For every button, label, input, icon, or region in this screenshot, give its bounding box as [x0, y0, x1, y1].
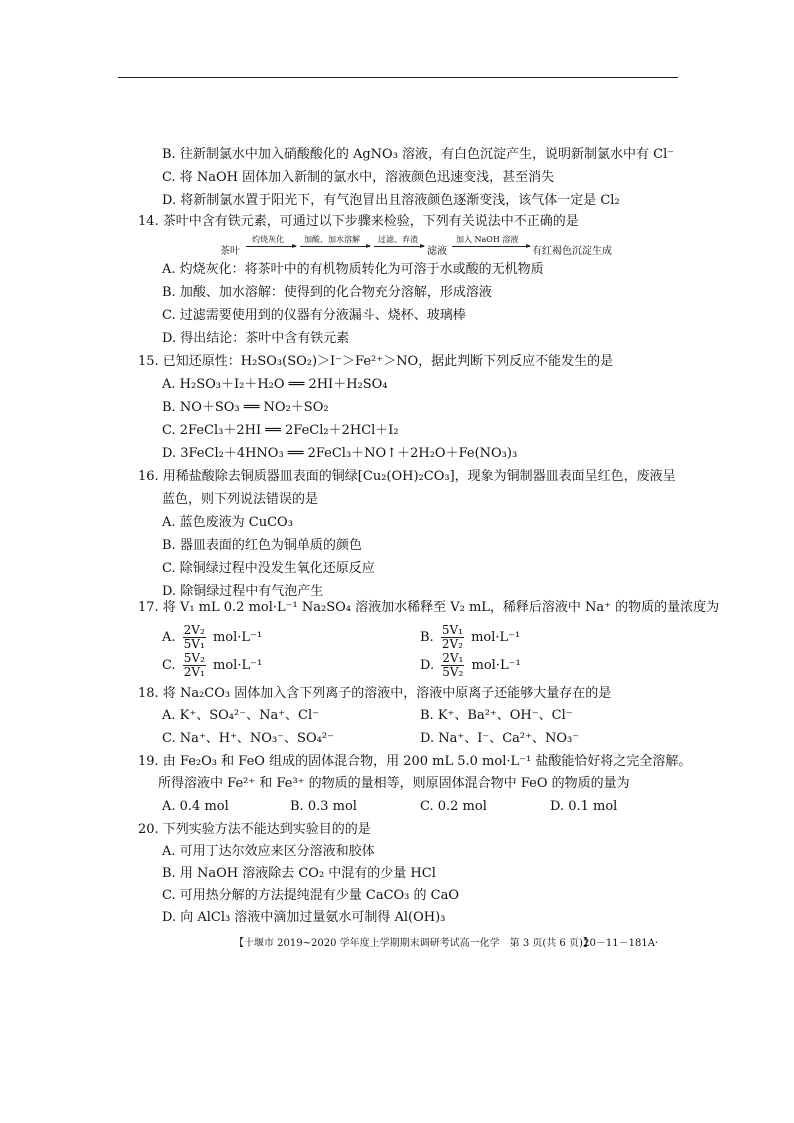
- flow-step-tea: 茶叶: [220, 246, 240, 257]
- q16-option-b: B. 器皿表面的红色为铜单质的颜色: [162, 538, 362, 553]
- q18-option-a: A. K⁺、SO₄²⁻、Na⁺、Cl⁻: [162, 708, 320, 723]
- flow-arrow: [300, 246, 370, 247]
- q18-option-c: C. Na⁺、H⁺、NO₃⁻、SO₄²⁻: [162, 731, 334, 746]
- option-label: A.: [162, 630, 176, 645]
- fraction: [441, 652, 464, 679]
- q20-option-b: B. 用 NaOH 溶液除去 CO₂ 中混有的少量 HCl: [162, 866, 436, 881]
- q16-stem: 16. 用稀盐酸除去铜质器皿表面的铜绿[Cu₂(OH)₂CO₃]，现象为铜制器皿表面呈红色，废液呈: [138, 469, 676, 484]
- q18-option-b: B. K⁺、Ba²⁺、OH⁻、Cl⁻: [420, 708, 573, 723]
- flow-arrow: [374, 246, 424, 247]
- q14-option-a: A. 灼烧灰化：将茶叶中的有机物质转化为可溶于水或酸的无机物质: [162, 262, 544, 277]
- flow-label-ash: 灼烧灰化: [252, 235, 284, 244]
- q19-option-a: A. 0.4 mol: [162, 799, 229, 814]
- q16-stem-cont: 蓝色，则下列说法错误的是: [162, 492, 319, 507]
- q14-stem: 14. 茶叶中含有铁元素，可通过以下步骤来检验，下列有关说法中不正确的是: [138, 214, 579, 229]
- q16-option-c: C. 除铜绿过程中没发生氧化还原反应: [162, 561, 375, 576]
- q20-option-d: D. 向 AlCl₃ 溶液中滴加过量氨水可制得 Al(OH)₃: [162, 910, 446, 925]
- header-rule: [118, 77, 678, 78]
- q15-option-d: D. 3FeCl₂＋4HNO₃ ══ 2FeCl₃＋NO↑＋2H₂O＋Fe(NO₃)₃: [162, 446, 518, 461]
- q17-option-d: [420, 652, 521, 680]
- q19-option-c: C. 0.2 mol: [420, 799, 487, 814]
- q14-option-c: C. 过滤需要使用到的仪器有分液漏斗、烧杯、玻璃棒: [162, 308, 466, 323]
- q16-option-d: D. 除铜绿过程中有气泡产生: [162, 584, 324, 599]
- numerator: 2V₁: [442, 651, 464, 665]
- q17-option-b: [420, 624, 520, 652]
- fraction: [441, 624, 464, 651]
- q17-option-c: [162, 652, 262, 680]
- q13-option-d: D. 将新制氯水置于阳光下，有气泡冒出且溶液颜色逐渐变浅，该气体一定是 Cl₂: [162, 193, 620, 208]
- numerator: 5V₁: [441, 623, 463, 637]
- option-label: B.: [420, 630, 434, 645]
- unit: mol·L⁻¹: [212, 630, 263, 645]
- q20-option-a: A. 可用丁达尔效应来区分溶液和胶体: [162, 844, 375, 859]
- q13-option-c: C. 将 NaOH 固体加入新制的氯水中，溶液颜色迅速变浅，甚至消失: [162, 170, 555, 185]
- unit: mol·L⁻¹: [471, 630, 521, 645]
- q19-option-b: B. 0.3 mol: [290, 799, 357, 814]
- q19-stem: 19. 由 Fe₂O₃ 和 FeO 组成的固体混合物，用 200 mL 5.0 mol·L⁻¹ 盐酸能恰好将之完全溶解。: [138, 754, 692, 769]
- fraction: [183, 652, 206, 679]
- flow-step-filtrate: 滤液: [427, 246, 447, 257]
- flow-label-dissolve: 加酸、加水溶解: [304, 235, 360, 244]
- denominator: 5V₁: [183, 637, 205, 651]
- flow-arrow: [452, 246, 530, 247]
- denominator: 2V₁: [183, 665, 205, 679]
- option-label: C.: [162, 658, 176, 673]
- footer-code: ·20－11－181A·: [580, 938, 659, 949]
- q15-option-b: B. NO＋SO₃ ══ NO₂＋SO₂: [162, 400, 329, 415]
- option-label: D.: [420, 658, 435, 673]
- denominator: 5V₂: [442, 665, 464, 679]
- q13-option-b: B. 往新制氯水中加入硝酸酸化的 AgNO₃ 溶液，有白色沉淀产生，说明新制氯水中有 Cl⁻: [162, 147, 675, 162]
- denominator: 2V₂: [441, 637, 463, 651]
- flow-label-naoh: 加入 NaOH 溶液: [456, 235, 519, 244]
- q16-option-a: A. 蓝色废液为 CuCO₃: [162, 515, 293, 530]
- q14-option-b: B. 加酸、加水溶解：使得到的化合物充分溶解，形成溶液: [162, 285, 492, 300]
- q15-option-c: C. 2FeCl₃＋2HI ══ 2FeCl₂＋2HCl＋I₂: [162, 423, 399, 438]
- flow-arrow: [246, 246, 296, 247]
- q20-option-c: C. 可用热分解的方法提纯混有少量 CaCO₃ 的 CaO: [162, 888, 460, 903]
- q19-stem-cont: 所得溶液中 Fe²⁺ 和 Fe³⁺ 的物质的量相等，则原固体混合物中 FeO 的物质的量为: [158, 776, 630, 791]
- q17-stem: 17. 将 V₁ mL 0.2 mol·L⁻¹ Na₂SO₄ 溶液加水稀释至 V₂ mL，稀释后溶液中 Na⁺ 的物质的量浓度为: [138, 600, 720, 615]
- q19-option-d: D. 0.1 mol: [550, 799, 618, 814]
- q15-option-a: A. H₂SO₃＋I₂＋H₂O ══ 2HI＋H₂SO₄: [162, 377, 388, 392]
- flow-label-filter: 过滤、弃渣: [378, 235, 418, 244]
- unit: mol·L⁻¹: [471, 658, 521, 673]
- q14-flow-diagram: [220, 236, 640, 258]
- q14-option-d: D. 得出结论：茶叶中含有铁元素: [162, 331, 350, 346]
- numerator: 5V₂: [183, 651, 205, 665]
- flow-step-result: 有红褐色沉淀生成: [532, 246, 612, 257]
- fraction: [183, 624, 206, 651]
- q15-stem: 15. 已知还原性：H₂SO₃(SO₂)＞I⁻＞Fe²⁺＞NO，据此判断下列反应不能发生的是: [138, 354, 614, 369]
- q17-option-a: [162, 624, 262, 652]
- q20-stem: 20. 下列实验方法不能达到实验目的的是: [138, 822, 371, 837]
- footer-page-info: 【十堰市 2019~2020 学年度上学期期末调研考试高一化学 第 3 页(共 6 页)】: [234, 938, 593, 949]
- q18-stem: 18. 将 Na₂CO₃ 固体加入含下列离子的溶液中，溶液中原离子还能够大量存在的是: [138, 686, 612, 701]
- q18-option-d: D. Na⁺、I⁻、Ca²⁺、NO₃⁻: [420, 731, 580, 746]
- numerator: 2V₂: [183, 623, 205, 637]
- unit: mol·L⁻¹: [213, 658, 263, 673]
